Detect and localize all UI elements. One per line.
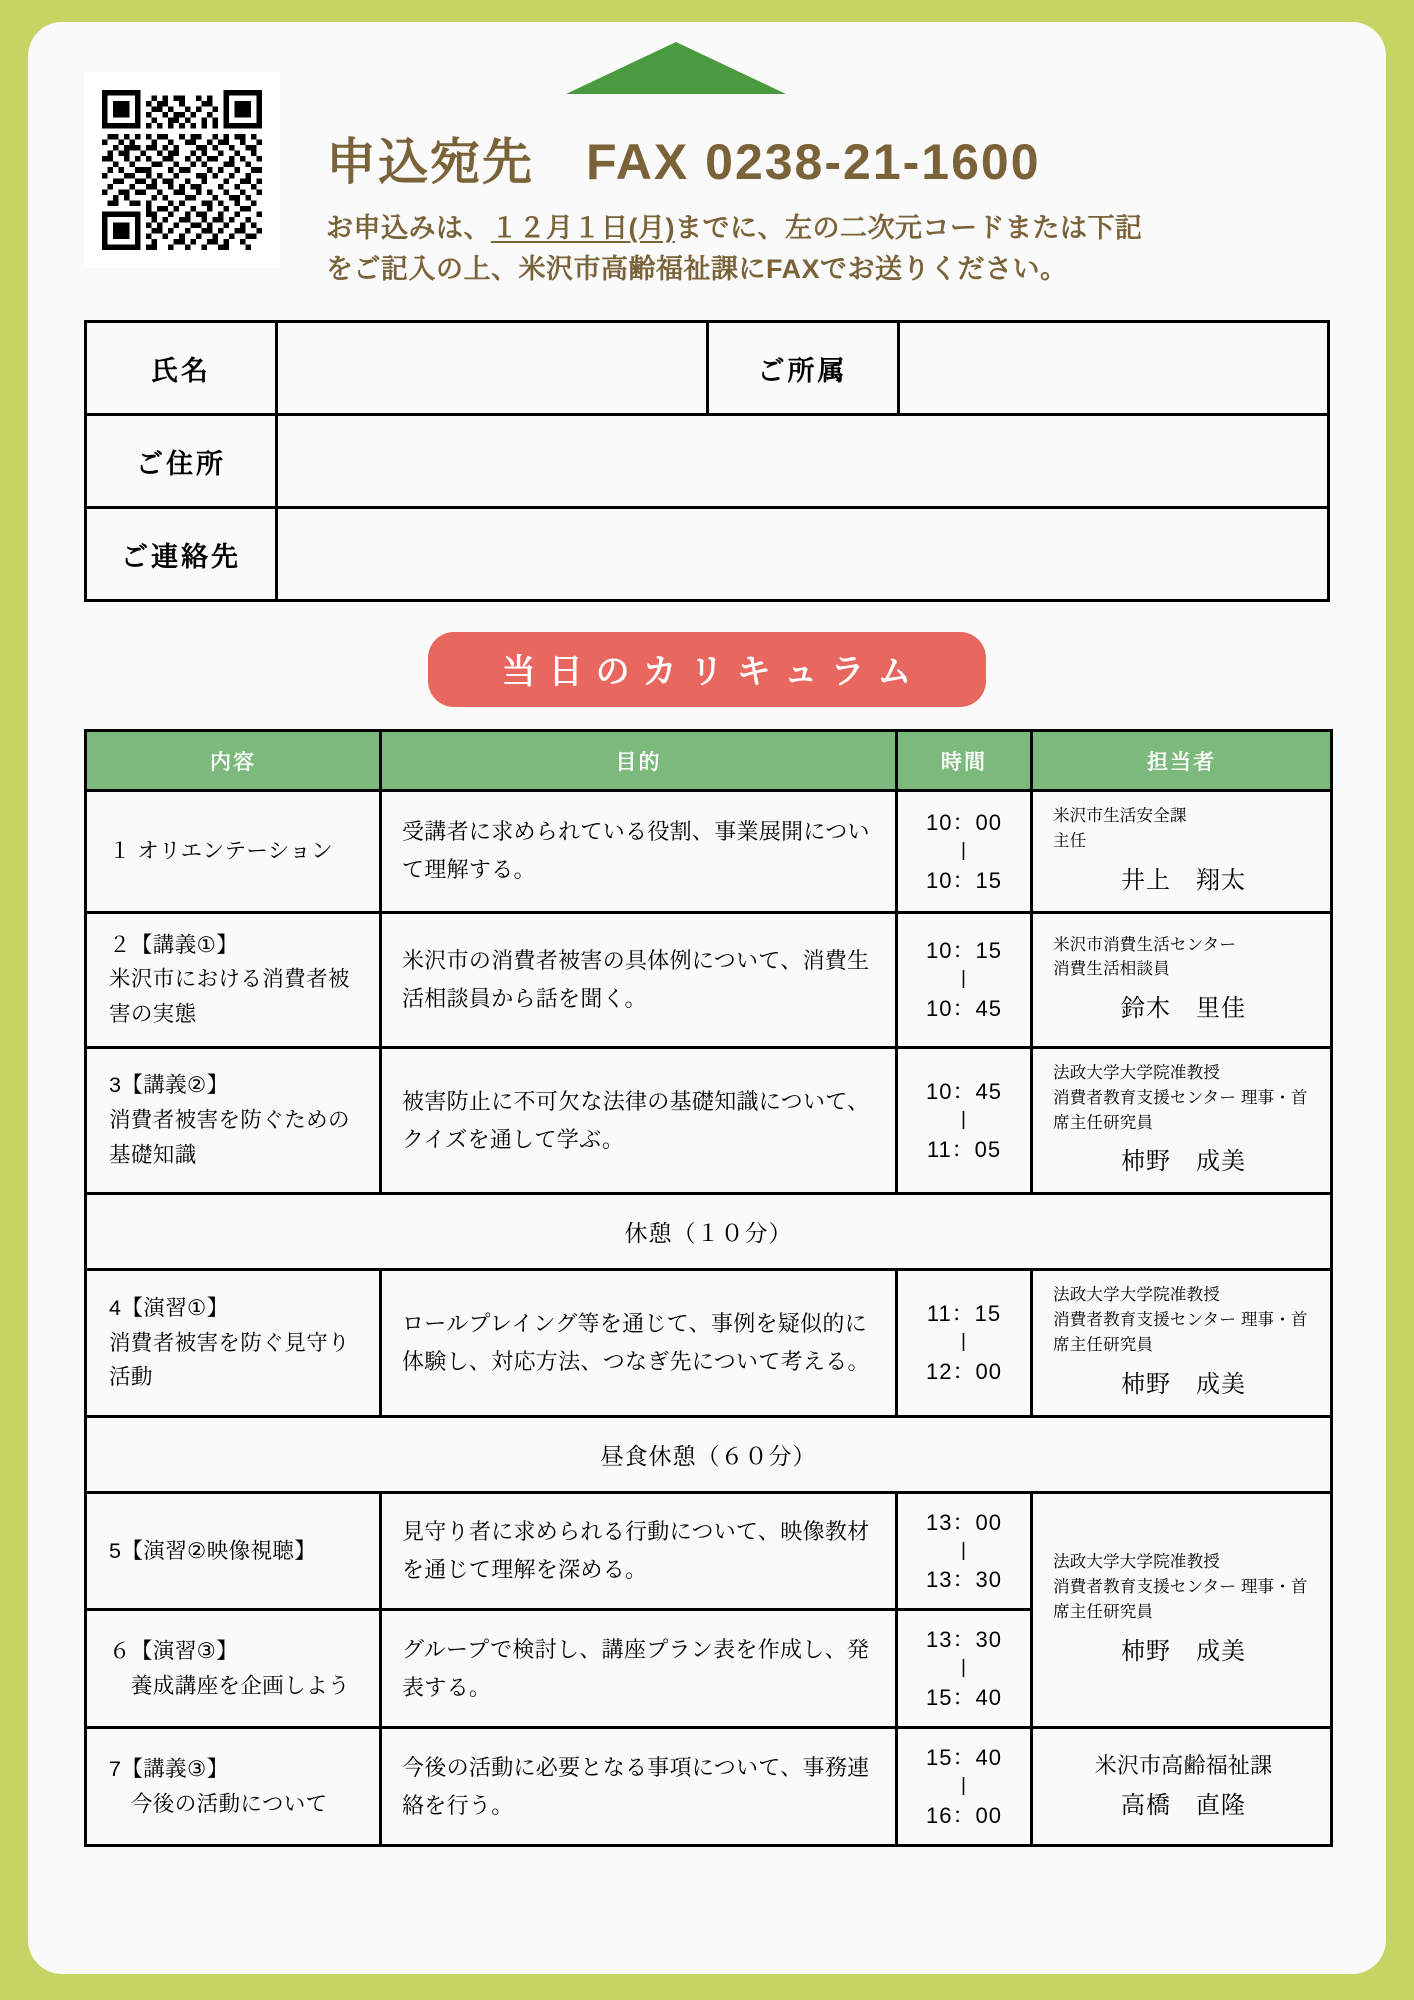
break-label: 休憩（１０分） bbox=[86, 1194, 1332, 1270]
cell-time: 10：45 | 11：05 bbox=[897, 1048, 1032, 1194]
cell-time: 11：15 | 12：00 bbox=[897, 1270, 1032, 1416]
label-address: ご住所 bbox=[86, 415, 277, 508]
cell-content: ２【講義①】 米沢市における消費者被害の実態 bbox=[86, 912, 381, 1047]
label-affiliation: ご所属 bbox=[707, 322, 898, 415]
staff-title: 主任 bbox=[1053, 831, 1087, 850]
time-range-dash-icon: | bbox=[961, 1657, 967, 1679]
break-label: 昼食休憩（６０分） bbox=[86, 1416, 1332, 1492]
cell-staff bbox=[1032, 1492, 1332, 1728]
header-text-block bbox=[326, 58, 1330, 290]
cell-content: 5【演習②映像視聴】 bbox=[86, 1492, 381, 1610]
label-name: 氏名 bbox=[86, 322, 277, 415]
cell-time: 15：40 | 16：00 bbox=[897, 1728, 1032, 1846]
break-row bbox=[86, 1194, 1332, 1270]
page-title: 申込宛先 FAX 0238-21-1600 bbox=[326, 134, 1041, 190]
instruction-line-2: をご記入の上、米沢市高齢福祉課にFAXでお送りください。 bbox=[326, 254, 1068, 285]
cell-purpose: 米沢市の消費者被害の具体例について、消費生活相談員から話を聞く。 bbox=[381, 912, 897, 1047]
label-contact: ご連絡先 bbox=[86, 508, 277, 601]
cell-purpose: ロールプレイング等を通じて、事例を疑似的に体験し、対応方法、つなぎ先について考える。 bbox=[381, 1270, 897, 1416]
qr-code[interactable] bbox=[84, 72, 280, 268]
name-field[interactable] bbox=[277, 322, 708, 415]
instruction-part-b: までに、左の二次元コードまたは下記 bbox=[674, 213, 1143, 243]
curriculum-banner: 当日のカリキュラム bbox=[428, 632, 987, 707]
cell-purpose: 受講者に求められている役割、事業展開について理解する。 bbox=[381, 791, 897, 913]
cell-content: 4【演習①】 消費者被害を防ぐ見守り活動 bbox=[86, 1270, 381, 1416]
applicant-form-table bbox=[84, 320, 1330, 602]
table-row bbox=[86, 912, 1332, 1047]
staff-person-name: 高橋 直隆 bbox=[1121, 1792, 1246, 1820]
cell-time: 13：30 | 15：40 bbox=[897, 1610, 1032, 1728]
cell-time: 10：00 | 10：15 bbox=[897, 791, 1032, 913]
cell-staff bbox=[1032, 1270, 1332, 1416]
document-sheet bbox=[28, 22, 1386, 1974]
cell-content: １ オリエンテーション bbox=[86, 791, 381, 913]
table-header-row bbox=[86, 731, 1332, 791]
cell-purpose: 今後の活動に必要となる事項について、事務連絡を行う。 bbox=[381, 1728, 897, 1846]
table-row bbox=[86, 1270, 1332, 1416]
break-row bbox=[86, 1416, 1332, 1492]
address-field[interactable] bbox=[277, 415, 1329, 508]
staff-person-name: 柿野 成美 bbox=[1121, 1148, 1246, 1176]
staff-organization: 法政大学大学院准教授 bbox=[1053, 1553, 1220, 1572]
roof-shape-icon bbox=[566, 42, 786, 94]
cell-staff bbox=[1032, 791, 1332, 913]
cell-staff bbox=[1032, 1048, 1332, 1194]
cell-content: ６【演習③】 養成講座を企画しよう bbox=[86, 1610, 381, 1728]
column-header-purpose: 目的 bbox=[381, 731, 897, 791]
table-row bbox=[86, 1492, 1332, 1610]
staff-person-name: 柿野 成美 bbox=[1121, 1370, 1246, 1398]
staff-organization: 法政大学大学院准教授 bbox=[1053, 1286, 1220, 1305]
column-header-staff: 担当者 bbox=[1032, 731, 1332, 791]
staff-organization: 米沢市消費生活センター bbox=[1053, 935, 1237, 954]
instruction-part-a: お申込みは、 bbox=[326, 213, 491, 243]
table-row bbox=[86, 322, 1329, 415]
instruction-text bbox=[326, 208, 1330, 290]
cell-staff bbox=[1032, 912, 1332, 1047]
staff-organization: 米沢市生活安全課 bbox=[1053, 807, 1187, 826]
table-row bbox=[86, 508, 1329, 601]
cell-purpose: グループで検討し、講座プラン表を作成し、発表する。 bbox=[381, 1610, 897, 1728]
staff-person-name: 柿野 成美 bbox=[1121, 1637, 1246, 1665]
column-header-time: 時間 bbox=[897, 731, 1032, 791]
time-range-dash-icon: | bbox=[961, 839, 967, 861]
cell-time: 13：00 | 13：30 bbox=[897, 1492, 1032, 1610]
staff-organization: 法政大学大学院准教授 bbox=[1053, 1064, 1220, 1083]
curriculum-body bbox=[86, 791, 1332, 1846]
table-row bbox=[86, 791, 1332, 913]
time-range-dash-icon: | bbox=[961, 1775, 967, 1797]
cell-purpose: 被害防止に不可欠な法律の基礎知識について、クイズを通して学ぶ。 bbox=[381, 1048, 897, 1194]
cell-staff bbox=[1032, 1728, 1332, 1846]
curriculum-table bbox=[84, 729, 1333, 1847]
staff-organization: 米沢市高齢福祉課 bbox=[1094, 1753, 1273, 1779]
time-range-dash-icon: | bbox=[961, 1331, 967, 1353]
header-section bbox=[28, 22, 1386, 290]
time-range-dash-icon: | bbox=[961, 1109, 967, 1131]
staff-title: 消費者教育支援センター 理事・首席主任研究員 bbox=[1053, 1311, 1308, 1354]
cell-purpose: 見守り者に求められる行動について、映像教材を通じて理解を深める。 bbox=[381, 1492, 897, 1610]
curriculum-banner-wrap bbox=[28, 632, 1386, 707]
staff-person-name: 鈴木 里佳 bbox=[1121, 995, 1246, 1023]
cell-content: 7【講義③】 今後の活動について bbox=[86, 1728, 381, 1846]
table-row bbox=[86, 415, 1329, 508]
deadline-date: １２月１日(月) bbox=[491, 213, 675, 243]
staff-title: 消費者教育支援センター 理事・首席主任研究員 bbox=[1053, 1578, 1308, 1621]
staff-title: 消費者教育支援センター 理事・首席主任研究員 bbox=[1053, 1088, 1308, 1132]
contact-field[interactable] bbox=[277, 508, 1329, 601]
time-range-dash-icon: | bbox=[961, 1539, 967, 1561]
cell-content: 3【講義②】 消費者被害を防ぐための基礎知識 bbox=[86, 1048, 381, 1194]
cell-time: 10：15 | 10：45 bbox=[897, 912, 1032, 1047]
staff-person-name: 井上 翔太 bbox=[1121, 866, 1246, 894]
column-header-content: 内容 bbox=[86, 731, 381, 791]
table-row bbox=[86, 1728, 1332, 1846]
table-row bbox=[86, 1048, 1332, 1194]
affiliation-field[interactable] bbox=[898, 322, 1329, 415]
staff-title: 消費生活相談員 bbox=[1053, 960, 1170, 979]
time-range-dash-icon: | bbox=[961, 968, 967, 990]
